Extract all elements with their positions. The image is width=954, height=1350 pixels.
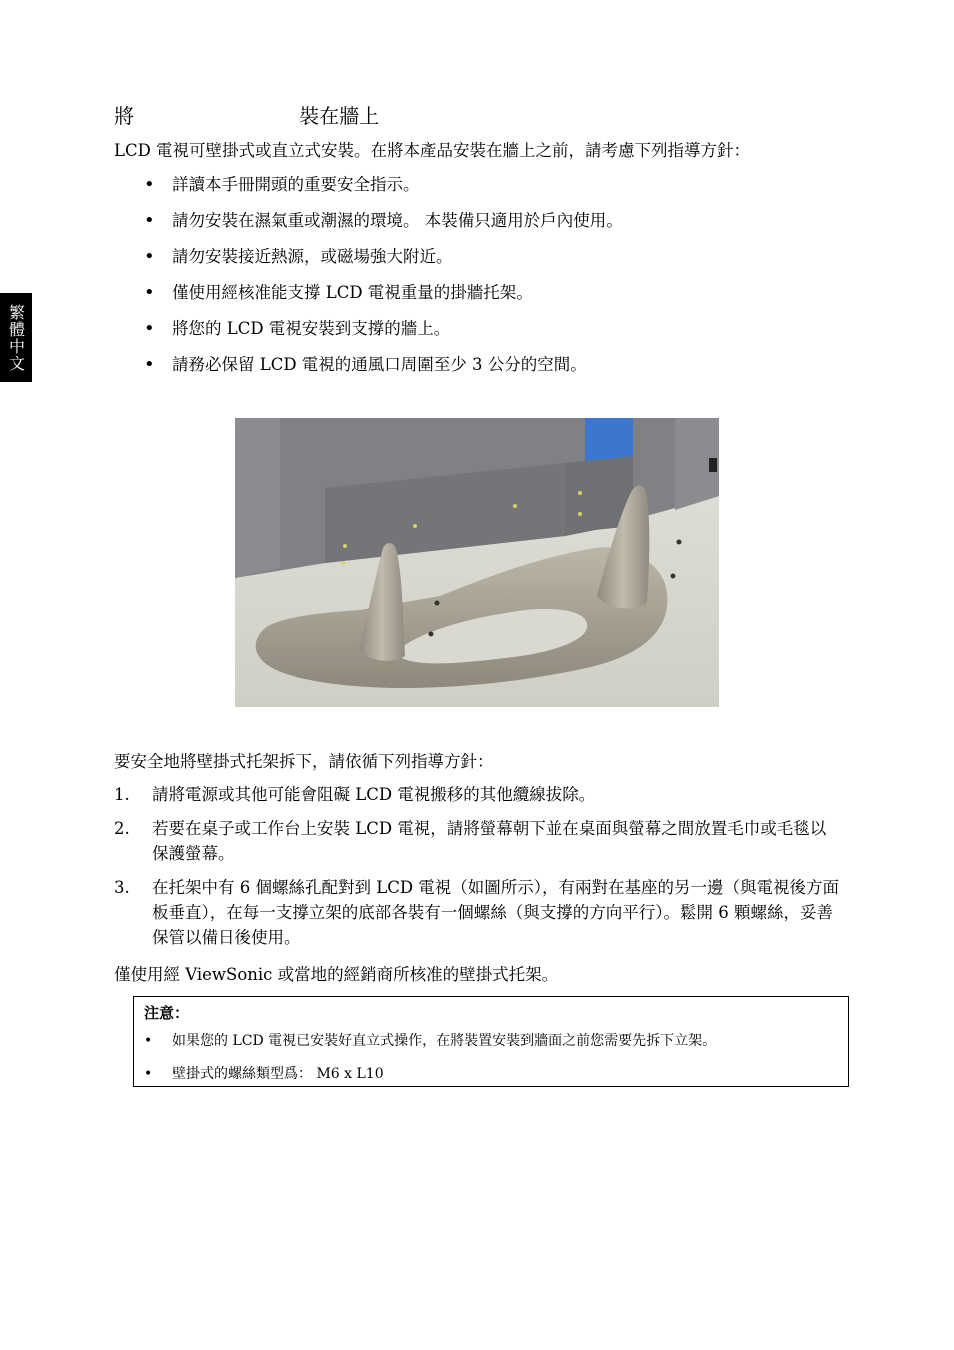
list-item: • 請務必保留 LCD 電視的通風口周圍至少 3 公分的空間。: [144, 352, 623, 388]
step-item: [114, 816, 842, 866]
step-text: 請將電源或其他可能會阻礙 LCD 電視搬移的其他纜線拔除。: [152, 785, 596, 804]
list-item: • 將您的 LCD 電視安裝到支撐的牆上。: [144, 316, 623, 352]
list-item: • 詳讀本手冊開頭的重要安全指示。: [144, 172, 623, 208]
list-item: • 僅使用經核准能支撐 LCD 電視重量的掛牆托架。: [144, 280, 623, 316]
removal-steps: [114, 782, 842, 959]
guideline-list: [144, 172, 623, 388]
list-item: • 請勿安裝接近熱源，或磁場強大附近。: [144, 244, 623, 280]
language-tab: 繁體中文: [0, 293, 32, 382]
step-number: 3.: [114, 878, 130, 897]
note-box: [133, 996, 849, 1087]
page-title: 將 裝在牆上: [114, 104, 380, 128]
step-text: 若要在桌子或工作台上安裝 LCD 電視，請將螢幕朝下並在桌面與螢幕之間放置毛巾或毛毯以保護螢幕。: [152, 819, 827, 863]
screw-icon: [671, 574, 676, 579]
step-number: 1.: [114, 785, 130, 804]
closing-paragraph: 僅使用經 ViewSonic 或當地的經銷商所核准的壁掛式托架。: [114, 965, 559, 984]
stand-illustration: [235, 418, 719, 707]
note-item: • 如果您的 LCD 電視已安裝好直立式操作，在將裝置安裝到牆面之前您需要先拆下立架。: [144, 1030, 716, 1063]
screw-icon: [435, 601, 440, 606]
screw-icon: [429, 632, 434, 637]
step-number: 2.: [114, 819, 130, 838]
note-title: 注意：: [144, 1004, 190, 1022]
removal-intro: 要安全地將壁掛式托架拆下，請依循下列指導方針：: [114, 752, 494, 771]
note-list: [144, 1030, 716, 1096]
list-item: • 請勿安裝在濕氣重或潮濕的環境。 本裝備只適用於戶內使用。: [144, 208, 623, 244]
step-item: [114, 875, 842, 950]
screw-icon: [677, 540, 682, 545]
step-item: [114, 782, 842, 807]
step-text: 在托架中有 6 個螺絲孔配對到 LCD 電視（如圖所示），有兩對在基座的另一邊（與電視後方面板垂直），在每一支撐立架的底部各裝有一個螺絲（與支撐的方向平行）。鬆開 6 顆螺絲，妥善保管以備日後使用。: [152, 878, 840, 947]
intro-paragraph: LCD 電視可壁掛式或直立式安裝。在將本產品安裝在牆上之前，請考慮下列指導方針：: [114, 141, 751, 160]
note-item: • 壁掛式的螺絲類型爲： M6 x L10: [144, 1063, 716, 1096]
